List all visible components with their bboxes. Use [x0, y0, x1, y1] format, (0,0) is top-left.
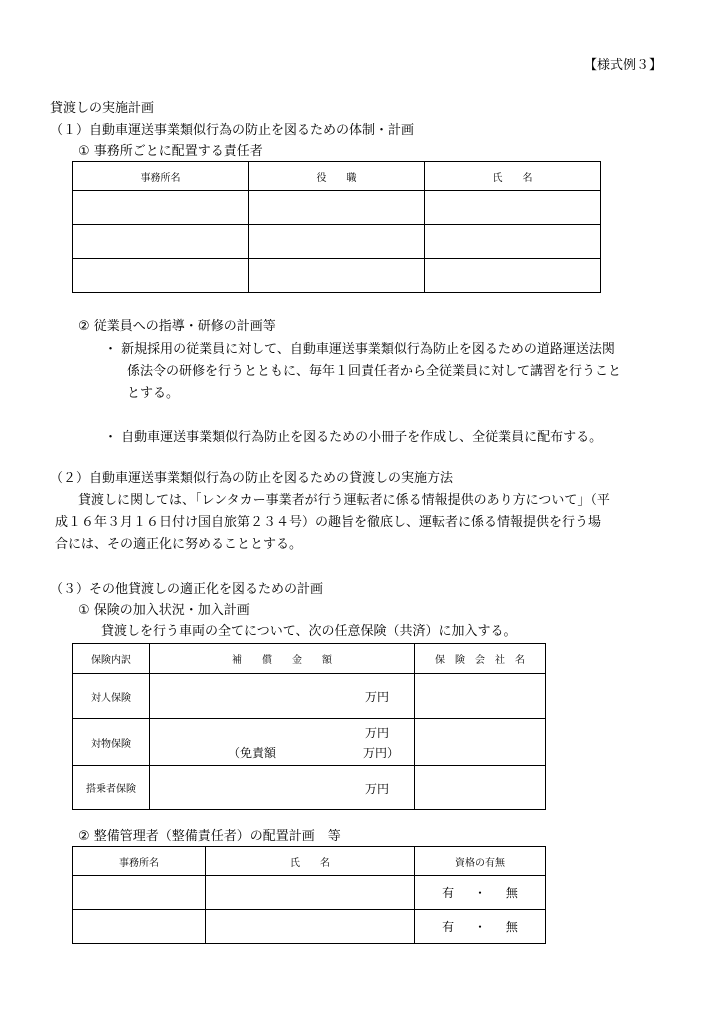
section-3-sub-2: ② 整備管理者（整備責任者）の配置計画 等: [78, 829, 341, 844]
qualification-cell[interactable]: [415, 876, 546, 910]
name-cell[interactable]: [425, 259, 601, 293]
bullet-1-line-2: 係法令の研修を行うとともに、毎年１回責任者から全従業員に対して講習を行うこと: [127, 364, 622, 379]
name-cell[interactable]: [206, 910, 415, 944]
table-row: [73, 259, 601, 293]
bullet-1-line-3: とする。: [127, 386, 180, 401]
document-title: 貸渡しの実施計画: [50, 101, 155, 116]
col-coverage-amount: 補 償 金 額: [150, 644, 415, 674]
coverage-amount-cell[interactable]: [150, 766, 415, 810]
insurance-type-cell: 対物保険: [73, 719, 150, 766]
table-header-row: [73, 162, 601, 191]
insurance-company-cell[interactable]: [415, 719, 546, 766]
position-cell[interactable]: [249, 191, 425, 225]
insurance-company-cell[interactable]: [415, 674, 546, 719]
yes-option[interactable]: 有: [442, 886, 455, 900]
coverage-amount-cell[interactable]: [150, 719, 415, 766]
section-2-body-line-3: 合には、その適正化に努めることとする。: [55, 537, 303, 552]
insurance-table: [72, 643, 546, 810]
col-insurance-type: 保険内訳: [73, 644, 150, 674]
office-name-cell[interactable]: [73, 191, 249, 225]
name-cell[interactable]: [425, 191, 601, 225]
table-row: [73, 674, 546, 719]
bullet-1-line-1: ・ 新規採用の従業員に対して、自動車運送事業類似行為防止を図るための道路運送法関: [104, 342, 615, 357]
office-name-cell[interactable]: [73, 225, 249, 259]
section-3-heading: （３）その他貸渡しの適正化を図るための計画: [50, 582, 324, 597]
table-row: [73, 191, 601, 225]
col-name: 氏 名: [425, 162, 601, 191]
office-name-cell[interactable]: [73, 910, 206, 944]
responsible-person-table: [72, 161, 601, 293]
separator-dot: ・: [473, 920, 486, 934]
table-row: [73, 766, 546, 810]
section-3-sub-1: ① 保険の加入状況・加入計画: [78, 603, 250, 618]
col-name: 氏 名: [206, 847, 415, 876]
section-1-sub-2: ② 従業員への指導・研修の計画等: [78, 319, 276, 334]
no-option[interactable]: 無: [505, 886, 518, 900]
position-cell[interactable]: [249, 259, 425, 293]
bullet-2: ・ 自動車運送事業類似行為防止を図るための小冊子を作成し、全従業員に配布する。: [104, 430, 603, 445]
position-cell[interactable]: [249, 225, 425, 259]
section-2-body-line-1: 貸渡しに関しては、「レンタカー事業者が行う運転者に係る情報提供のあり方について」（平: [78, 493, 610, 508]
section-2-heading: （２）自動車運送事業類似行為の防止を図るための貸渡しの実施方法: [50, 471, 454, 486]
table-row: [73, 876, 546, 910]
section-3-sub-1-body: 貸渡しを行う車両の全てについて、次の任意保険（共済）に加入する。: [101, 624, 517, 639]
table-row: [73, 910, 546, 944]
col-insurance-company: 保 険 会 社 名: [415, 644, 546, 674]
col-position: 役 職: [249, 162, 425, 191]
insurance-type-cell: 対人保険: [73, 674, 150, 719]
no-option[interactable]: 無: [505, 920, 518, 934]
col-office-name: 事務所名: [73, 162, 249, 191]
deductible-prefix: （免責額: [228, 746, 277, 760]
coverage-amount-cell[interactable]: [150, 674, 415, 719]
col-office-name: 事務所名: [73, 847, 206, 876]
unit-label: 万円: [364, 690, 389, 704]
name-cell[interactable]: [206, 876, 415, 910]
form-label: 【様式例３】: [583, 58, 662, 73]
table-header-row: [73, 847, 546, 876]
section-2-body-line-2: 成１６年３月１６日付け国自旅第２３４号）の趣旨を徹底し、運転者に係る情報提供を行う場: [55, 515, 602, 530]
unit-label: 万円: [364, 782, 389, 796]
deductible-unit: 万円）: [362, 746, 399, 760]
col-qualification: 資格の有無: [415, 847, 546, 876]
table-row: [73, 719, 546, 766]
office-name-cell[interactable]: [73, 876, 206, 910]
insurance-type-cell: 搭乗者保険: [73, 766, 150, 810]
table-header-row: [73, 644, 546, 674]
table-row: [73, 225, 601, 259]
qualification-cell[interactable]: [415, 910, 546, 944]
office-name-cell[interactable]: [73, 259, 249, 293]
unit-label: 万円: [364, 726, 389, 740]
separator-dot: ・: [473, 886, 486, 900]
maintenance-manager-table: [72, 846, 546, 944]
yes-option[interactable]: 有: [442, 920, 455, 934]
section-1-heading: （１）自動車運送事業類似行為の防止を図るための体制・計画: [50, 123, 415, 138]
name-cell[interactable]: [425, 225, 601, 259]
insurance-company-cell[interactable]: [415, 766, 546, 810]
section-1-sub-1: ① 事務所ごとに配置する責任者: [78, 144, 263, 159]
